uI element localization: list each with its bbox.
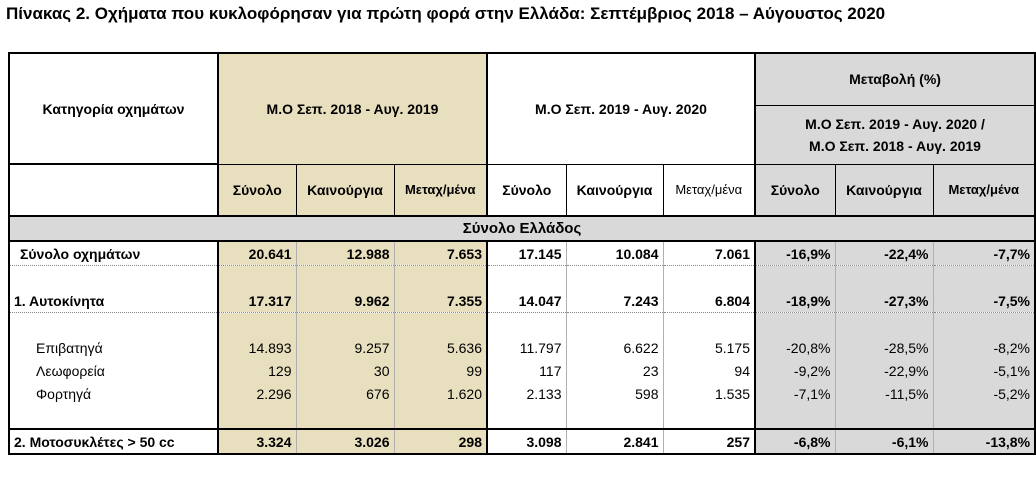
table-title: Πίνακας 2. Οχήματα που κυκλοφόρησαν για πρώτη φορά στην Ελλάδα: Σεπτέμβριος 2018 – Αύγουστος 2020 <box>6 4 886 23</box>
cell: 676 <box>296 382 394 405</box>
cell: -16,9% <box>755 241 835 266</box>
change-header: Μεταβολή (%) <box>755 53 1035 105</box>
change-subheader-line1: Μ.Ο Σεπ. 2019 - Αυγ. 2020 / <box>805 115 985 132</box>
cell: 257 <box>663 429 755 454</box>
cell: 3.324 <box>218 429 296 454</box>
cell: 23 <box>566 359 663 382</box>
cell: -8,2% <box>933 336 1035 359</box>
cell: -13,8% <box>933 429 1035 454</box>
cell: 5.175 <box>663 336 755 359</box>
cell: -7,5% <box>933 289 1035 313</box>
cell: -22,9% <box>835 359 933 382</box>
cell: 117 <box>487 359 566 382</box>
spacer-row <box>9 266 1035 290</box>
cell: 9.257 <box>296 336 394 359</box>
cell: 2.296 <box>218 382 296 405</box>
vehicles-table <box>8 52 1036 455</box>
col-p1-used: Μεταχ/μένα <box>394 164 487 216</box>
cell: 7.243 <box>566 289 663 313</box>
row-label: Φορτηγά <box>9 382 218 405</box>
row-label: 1. Αυτοκίνητα <box>9 289 218 313</box>
cell: 17.145 <box>487 241 566 266</box>
cell: 1.535 <box>663 382 755 405</box>
cell: -20,8% <box>755 336 835 359</box>
cell: 7.061 <box>663 241 755 266</box>
cell: 5.636 <box>394 336 487 359</box>
cell: -9,2% <box>755 359 835 382</box>
cell: 11.797 <box>487 336 566 359</box>
cell: 1.620 <box>394 382 487 405</box>
table-row <box>9 289 1035 313</box>
row-label: Επιβατηγά <box>9 336 218 359</box>
cell: 6.622 <box>566 336 663 359</box>
cell: 94 <box>663 359 755 382</box>
row-label: 2. Μοτοσυκλέτες > 50 cc <box>9 429 218 454</box>
change-subheader <box>755 105 1035 164</box>
table-row <box>9 359 1035 382</box>
cell: -27,3% <box>835 289 933 313</box>
table-row <box>9 429 1035 454</box>
cell: 298 <box>394 429 487 454</box>
col-p2-total: Σύνολο <box>487 164 566 216</box>
cell: 2.133 <box>487 382 566 405</box>
cell: 7.653 <box>394 241 487 266</box>
col-p2-new: Καινούργια <box>566 164 663 216</box>
cell: 10.084 <box>566 241 663 266</box>
cell: 30 <box>296 359 394 382</box>
change-subheader-line2: Μ.Ο Σεπ. 2018 - Αυγ. 2019 <box>809 137 981 154</box>
category-header-spacer <box>9 164 218 216</box>
cell: -22,4% <box>835 241 933 266</box>
section-header: Σύνολο Ελλάδος <box>9 216 1035 241</box>
col-ch-used: Μεταχ/μένα <box>933 164 1035 216</box>
col-p2-used: Μεταχ/μένα <box>663 164 755 216</box>
col-ch-new: Καινούργια <box>835 164 933 216</box>
spacer-row <box>9 313 1035 337</box>
category-header: Κατηγορία οχημάτων <box>9 53 218 164</box>
cell: 17.317 <box>218 289 296 313</box>
cell: 7.355 <box>394 289 487 313</box>
cell: -6,8% <box>755 429 835 454</box>
cell: -7,1% <box>755 382 835 405</box>
col-ch-total: Σύνολο <box>755 164 835 216</box>
row-label: Σύνολο οχημάτων <box>9 241 218 266</box>
cell: -5,2% <box>933 382 1035 405</box>
table-row <box>9 382 1035 405</box>
period2-header: Μ.Ο Σεπ. 2019 - Αυγ. 2020 <box>487 53 755 164</box>
cell: -7,7% <box>933 241 1035 266</box>
cell: 2.841 <box>566 429 663 454</box>
cell: -18,9% <box>755 289 835 313</box>
cell: 12.988 <box>296 241 394 266</box>
table-row <box>9 241 1035 266</box>
col-p1-new: Καινούργια <box>296 164 394 216</box>
cell: 99 <box>394 359 487 382</box>
cell: 3.026 <box>296 429 394 454</box>
cell: -28,5% <box>835 336 933 359</box>
cell: 20.641 <box>218 241 296 266</box>
cell: 14.047 <box>487 289 566 313</box>
col-p1-total: Σύνολο <box>218 164 296 216</box>
cell: 9.962 <box>296 289 394 313</box>
cell: -11,5% <box>835 382 933 405</box>
cell: 598 <box>566 382 663 405</box>
cell: 6.804 <box>663 289 755 313</box>
cell: 3.098 <box>487 429 566 454</box>
row-label: Λεωφορεία <box>9 359 218 382</box>
cell: 14.893 <box>218 336 296 359</box>
cell: -5,1% <box>933 359 1035 382</box>
period1-header: Μ.Ο Σεπ. 2018 - Αυγ. 2019 <box>218 53 487 164</box>
cell: 129 <box>218 359 296 382</box>
table-row <box>9 336 1035 359</box>
cell: -6,1% <box>835 429 933 454</box>
spacer-row <box>9 405 1035 429</box>
